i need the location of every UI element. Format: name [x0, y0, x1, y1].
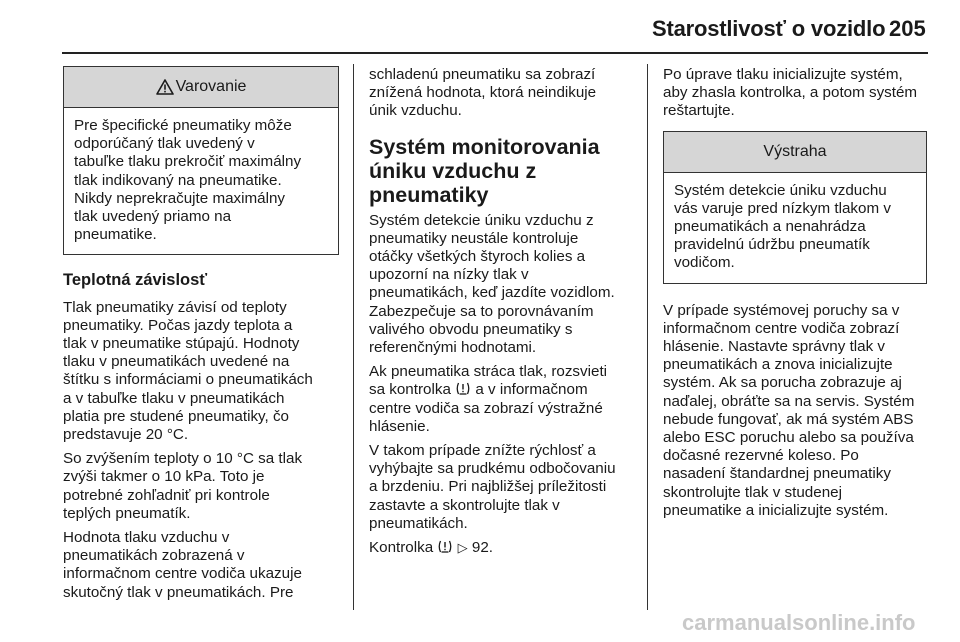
paragraph [369, 442, 639, 533]
text-line: zvýši takmer o 10 kPa. Toto je [63, 468, 265, 486]
text-line: So zvýšením teploty o 10 °C sa tlak [63, 450, 303, 468]
page-number: 205 [889, 16, 926, 41]
paragraph [63, 299, 339, 445]
paragraph [369, 212, 639, 358]
text-line: platia pre studené pneumatiky, čo [63, 407, 289, 425]
text-line: skontrolujte tlak v studenej [663, 483, 842, 501]
text-line: dočasné rezervné koleso. Po [663, 447, 859, 465]
text-line: predstavuje 20 °C. [63, 426, 189, 444]
text-line: otáčky všetkých štyroch kolies a [369, 248, 586, 266]
text-line: naďalej, obráťte sa na servis. Systém [663, 392, 915, 410]
page-reference [369, 539, 639, 557]
text-line: Ak pneumatika stráca tlak, rozsvieti [369, 363, 608, 381]
text-line: štítku s informáciami o pneumatikách [63, 371, 313, 389]
header-divider [62, 52, 928, 54]
text-line: tlak v pneumatike stúpajú. Hodnoty [63, 335, 300, 353]
warning-box-title: Varovanie [175, 77, 247, 95]
text-line: informačnom centre vodiča zobrazí [663, 319, 900, 337]
text-line: upozorní na nízky tlak v [369, 266, 529, 284]
text-line: pneumatikách a znova inicializujte [663, 356, 893, 374]
paragraph [369, 66, 639, 121]
text-line: potrebné zohľadniť pri kontrole [63, 486, 270, 504]
tire-pressure-warning-icon [455, 381, 471, 396]
text-line: Po úprave tlaku inicializujte systém, [663, 66, 903, 83]
warning-box [63, 66, 339, 255]
text-line: Tlak pneumatiky závisí od teploty [63, 298, 287, 316]
text-line: znížená hodnota, ktorá neindikuje [369, 84, 597, 102]
paragraph [63, 450, 339, 523]
caution-box [663, 131, 927, 284]
text-line: tlak indikovaný na pneumatike. [74, 171, 282, 189]
text-line: reštartujte. [663, 102, 735, 120]
text-line: V prípade systémovej poruchy sa v [663, 301, 900, 319]
warning-triangle-icon [156, 79, 174, 95]
column-divider-1 [353, 64, 354, 610]
text-line: zastavte a skontrolujte tlak v [369, 496, 560, 514]
reference-label: Kontrolka [369, 539, 434, 557]
text-line: alebo ESC poruchu alebo sa používa [663, 429, 914, 447]
text-line: Hodnota tlaku vzduchu v [63, 529, 230, 547]
text-line: pneumatike. [74, 226, 157, 244]
text-line: schladenú pneumatiku sa zobrazí [369, 66, 596, 83]
text-line: pneumatiky neustále kontroluje [369, 229, 579, 247]
text-segment: a v informačnom [471, 381, 588, 399]
text-line: Pre špecifické pneumatiky môže [74, 117, 292, 134]
caution-box-header [664, 132, 926, 173]
text-line: pneumatikách zobrazená v [63, 547, 245, 565]
heading-line: úniku vzduchu z [369, 158, 537, 183]
watermark: carmanualsonline.info [682, 610, 916, 635]
warning-box-body [64, 108, 338, 254]
text-line: odporúčaný tlak uvedený v [74, 135, 255, 153]
section-heading [369, 135, 639, 207]
page-header-title: Starostlivosť o vozidlo [652, 16, 886, 41]
text-line: pneumatikách. [369, 514, 468, 532]
text-line: pravidelnú údržbu pneumatík [674, 236, 870, 254]
text-line: Systém detekcie úniku vzduchu z [369, 211, 594, 229]
text-line: pneumatike a inicializujte systém. [663, 501, 889, 519]
text-line: pneumatiky. Počas jazdy teplota a [63, 316, 293, 334]
column-1 [63, 66, 339, 608]
paragraph [663, 66, 933, 121]
text-line: Systém detekcie úniku vzduchu [674, 181, 887, 199]
text-line: valivého obvodu pneumatiky s [369, 320, 573, 338]
reference-arrow-icon: ▷ [457, 540, 468, 556]
text-line: vodičom. [674, 254, 735, 272]
text-segment: sa kontrolka [369, 381, 451, 399]
text-line: Nikdy neprekračujte maximálny [74, 189, 286, 207]
text-line: teplých pneumatík. [63, 504, 191, 522]
text-line: pneumatikách a nenahrádza [674, 218, 866, 236]
text-line: aby zhasla kontrolka, a potom systém [663, 84, 918, 102]
text-line: pneumatikách, keď jazdíte vozidlom. [369, 284, 615, 302]
column-2 [369, 66, 639, 563]
text-line: hlásenie. Nastavte správny tlak v [663, 338, 886, 356]
paragraph [663, 302, 933, 520]
text-line: informačnom centre vodiča ukazuje [63, 565, 302, 583]
tire-pressure-warning-icon [437, 539, 453, 554]
text-line: vás varuje pred nízkym tlakom v [674, 199, 891, 217]
text-line: a brzdeniu. Pri najbližšej príležitosti [369, 478, 607, 496]
text-line: tabuľke tlaku prekročiť maximálny [74, 153, 302, 171]
text-line: V takom prípade znížte rýchlosť a [369, 442, 596, 460]
text-line: únik vzduchu. [369, 102, 462, 120]
text-line: Zabezpečuje sa to porovnávaním [369, 302, 594, 320]
text-line: hlásenie. [369, 417, 430, 435]
column-3 [663, 66, 933, 526]
text-line: nebude fungovať, ak má systém ABS [663, 410, 914, 428]
caution-box-body [664, 173, 926, 283]
warning-box-header [64, 67, 338, 108]
heading-line: Systém monitorovania [369, 134, 600, 159]
text-line: centre vodiča sa zobrazí výstražné [369, 399, 603, 417]
paragraph [63, 529, 339, 602]
heading-line: pneumatiky [369, 182, 489, 207]
reference-page[interactable]: 92. [471, 539, 493, 557]
column-divider-2 [647, 64, 648, 610]
text-line: vyhýbajte sa prudkému odbočovaniu [369, 460, 616, 478]
paragraph [369, 363, 639, 436]
text-line: skutočný tlak v pneumatikách. Pre [63, 583, 294, 601]
text-line: referenčnými hodnotami. [369, 339, 537, 357]
text-line: nasadení štandardnej pneumatiky [663, 465, 891, 483]
text-line: tlaku v pneumatikách uvedené na [63, 353, 290, 371]
text-line [369, 381, 639, 399]
temperature-heading: Teplotná závislosť [63, 271, 208, 290]
text-line: a v tabuľke tlaku v pneumatikách [63, 389, 285, 407]
text-line: tlak uvedený priamo na [74, 208, 232, 226]
text-line: systém. Ak sa porucha zobrazuje aj [663, 374, 902, 392]
caution-box-title: Výstraha [763, 142, 827, 160]
